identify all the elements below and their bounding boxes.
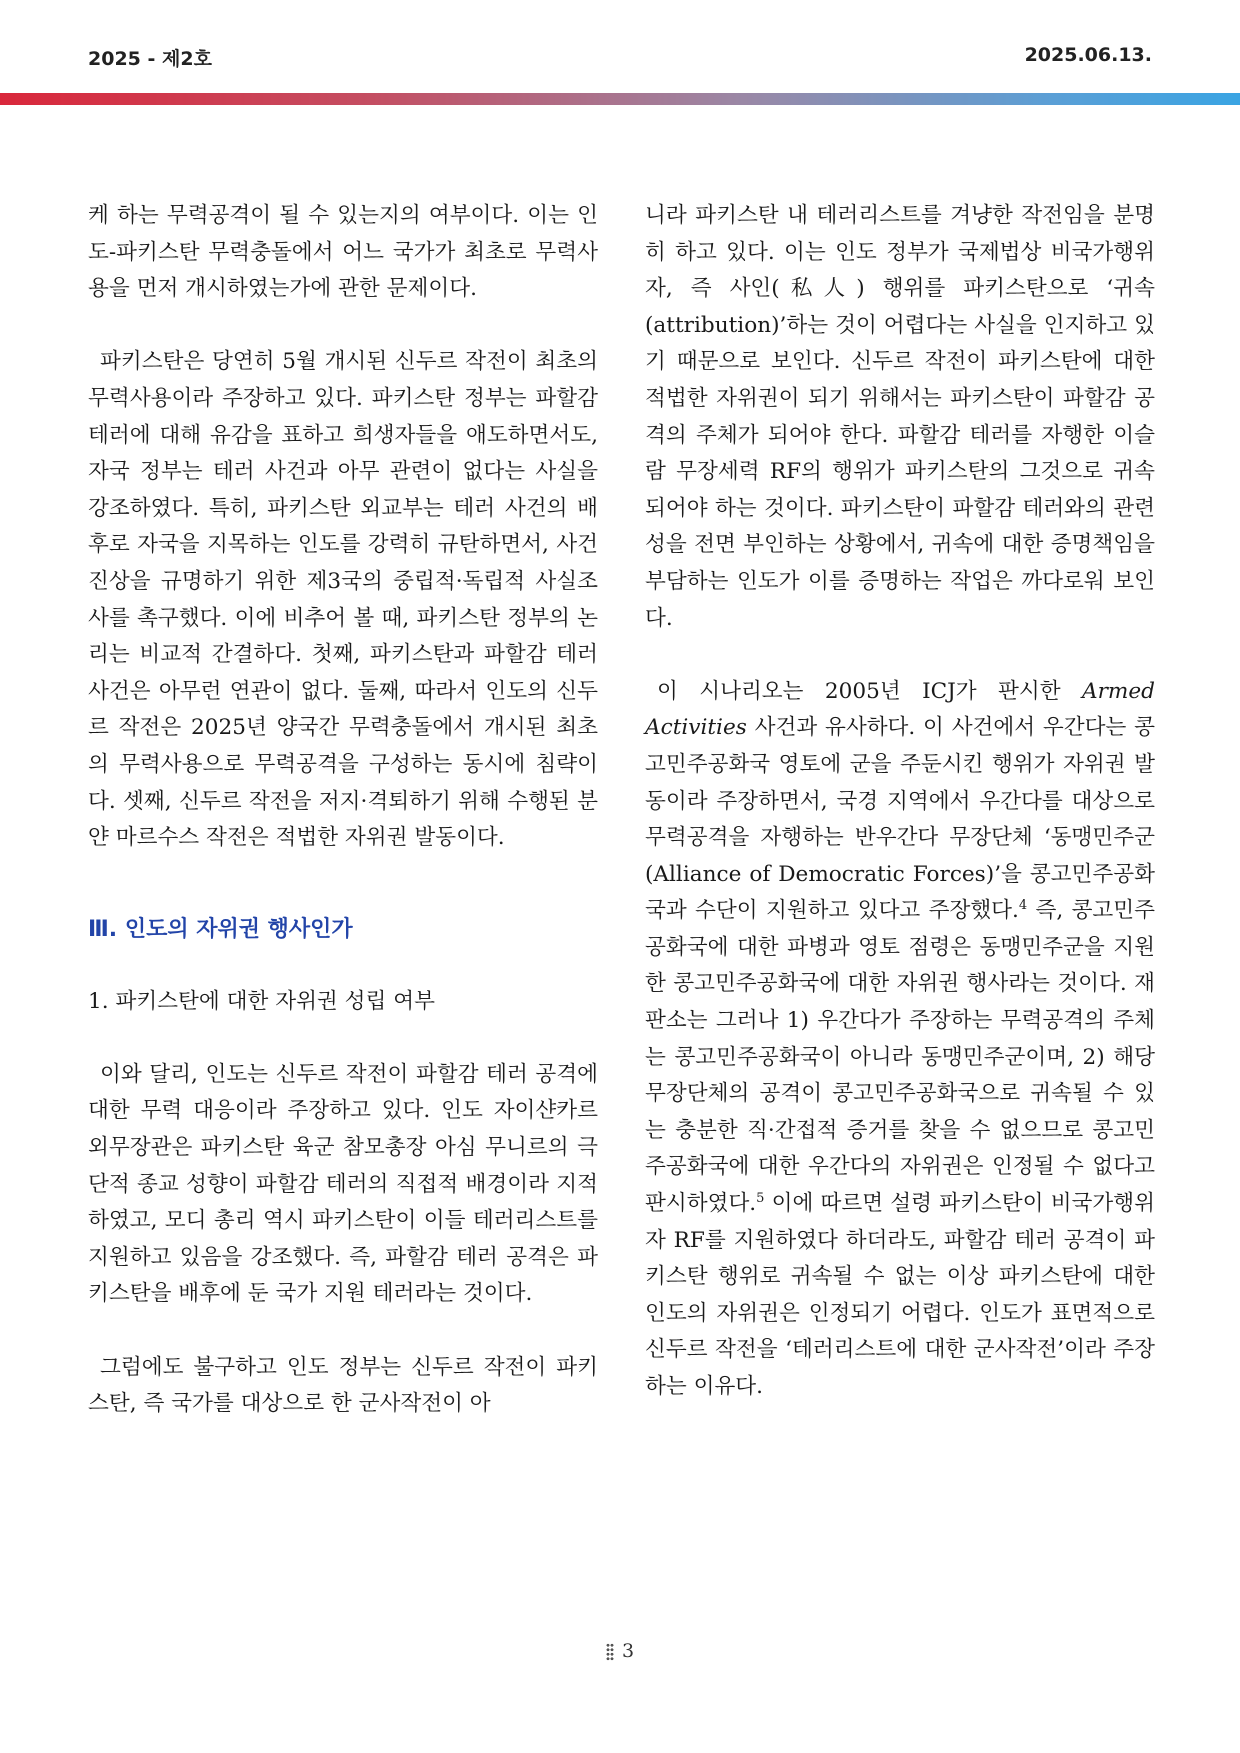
subsection-heading: 1. 파키스탄에 대한 자위권 성립 여부 — [88, 988, 435, 1014]
left-column — [88, 198, 598, 1423]
paragraph: 케 하는 무력공격이 될 수 있는지의 여부이다. 이는 인도-파키스탄 무력충돌에서 어느 국가가 최초로 무력사용을 먼저 개시하였는가에 관한 문제이다. — [88, 203, 598, 302]
section-heading: Ⅲ. 인도의 자위권 행사인가 — [88, 916, 353, 942]
text-run: 즉, 콩고민주공화국에 대한 파병과 영토 점령은 동맹민주군을 지원한 콩고민주공화국에 대한 자위권 행사라는 것이다. 재판소는 그러나 1) 우간다가 주장하는 무력공격의 주체는 콩고민주공화국이 아니라 동맹민주군이며, 2) 해당 무장단체의 공격이 콩고민주공화국으로 귀속될 수 있는 충분한 직·간접적 증거를 찾을 수 없으므로 콩고민주공화국에 대한 우간다의 자위권은 인정될 수 없다고 판시하였다. — [645, 898, 1156, 1217]
text-run: 이 시나리오는 2005년 ICJ가 판시한 — [657, 678, 1082, 704]
dots-icon — [606, 1643, 614, 1661]
text-run: 사건과 유사하다. 이 사건에서 우간다는 콩고민주공화국 영토에 군을 주둔시킨 행위가 자위권 발동이라 주장하면서, 국경 지역에서 우간다를 대상으로 무력공격을 자행하는 반우간다 무장단체 ‘동맹민주군(Alliance of Democratic Forces)’을 콩고민주공화국과 수단이 지원하고 있다고 주장했다. — [645, 715, 1155, 924]
paragraph: 이와 달리, 인도는 신두르 작전이 파할감 테러 공격에 대한 무력 대응이라 주장하고 있다. 인도 자이샨카르 외무장관은 파키스탄 육군 참모총장 아심 무니르의 극단적 종교 성향이 파할감 테러의 직접적 배경이라 지적하였고, 모디 총리 역시 파키스탄이 이들 테러리스트를 지원하고 있음을 강조했다. 즉, 파할감 테러 공격은 파키스탄을 배후에 둔 국가 지원 테러라는 것이다. — [88, 1061, 598, 1307]
case-name: Armed Activities — [645, 678, 1155, 741]
header-gradient-rule — [0, 93, 1240, 105]
text-run: 이에 따르면 설령 파키스탄이 비국가행위자 RF를 지원하였다 하더라도, 파할감 테러 공격이 파키스탄 행위로 귀속될 수 없는 이상 파키스탄에 대한 인도의 자위권은 인정되기 어렵다. 인도가 표면적으로 신두르 작전을 ‘테러리스트에 대한 군사작전’이라 주장하는 이유다. — [645, 1191, 1155, 1399]
footnote-marker: 5 — [756, 1190, 765, 1206]
paragraph: 니라 파키스탄 내 테러리스트를 겨냥한 작전임을 분명히 하고 있다. 이는 인도 정부가 국제법상 비국가행위자, 즉 사인(私人) 행위를 파키스탄으로 ‘귀속(attribution)’하는 것이 어렵다는 사실을 인지하고 있기 때문으로 보인다. 신두르 작전이 파키스탄에 대한 적법한 자위권이 되기 위해서는 파키스탄이 파할감 공격의 주체가 되어야 한다. 파할감 테러를 자행한 이슬람 무장세력 RF의 행위가 파키스탄의 그것으로 귀속되어야 하는 것이다. 파키스탄이 파할감 테러와의 관련성을 전면 부인하는 상황에서, 귀속에 대한 증명책임을 부담하는 인도가 이를 증명하는 작업은 까다로워 보인다. — [645, 203, 1155, 631]
paragraph: 파키스탄은 당연히 5월 개시된 신두르 작전이 최초의 무력사용이라 주장하고 있다. 파키스탄 정부는 파할감 테러에 대해 유감을 표하고 희생자들을 애도하면서도, 자국 정부는 테러 사건과 아무 관련이 없다는 사실을 강조하였다. 특히, 파키스탄 외교부는 테러 사건의 배후로 자국을 지목하는 인도를 강력히 규탄하면서, 사건 진상을 규명하기 위한 제3국의 중립적·독립적 사실조사를 촉구했다. 이에 비추어 볼 때, 파키스탄 정부의 논리는 비교적 간결하다. 첫째, 파키스탄과 파할감 테러 사건은 아무런 연관이 없다. 둘째, 따라서 인도의 신두르 작전은 2025년 양국간 무력충돌에서 개시된 최초의 무력사용으로 무력공격을 구성하는 동시에 침략이다. 셋째, 신두르 작전을 저지·격퇴하기 위해 수행된 분얀 마르수스 작전은 적법한 자위권 발동이다. — [88, 349, 598, 851]
page-header — [88, 38, 1152, 78]
issue-number: 2025 - 제2호 — [88, 48, 212, 70]
page-number: 3 — [621, 1640, 635, 1662]
page-footer — [0, 1640, 1240, 1662]
footnote-marker: 4 — [1018, 898, 1028, 914]
right-column — [645, 198, 1155, 1406]
paragraph: 그럼에도 불구하고 인도 정부는 신두르 작전이 파키스탄, 즉 국가를 대상으로 한 군사작전이 아 — [88, 1354, 598, 1417]
issue-date: 2025.06.13. — [1024, 44, 1152, 66]
paragraph — [645, 674, 1155, 1406]
